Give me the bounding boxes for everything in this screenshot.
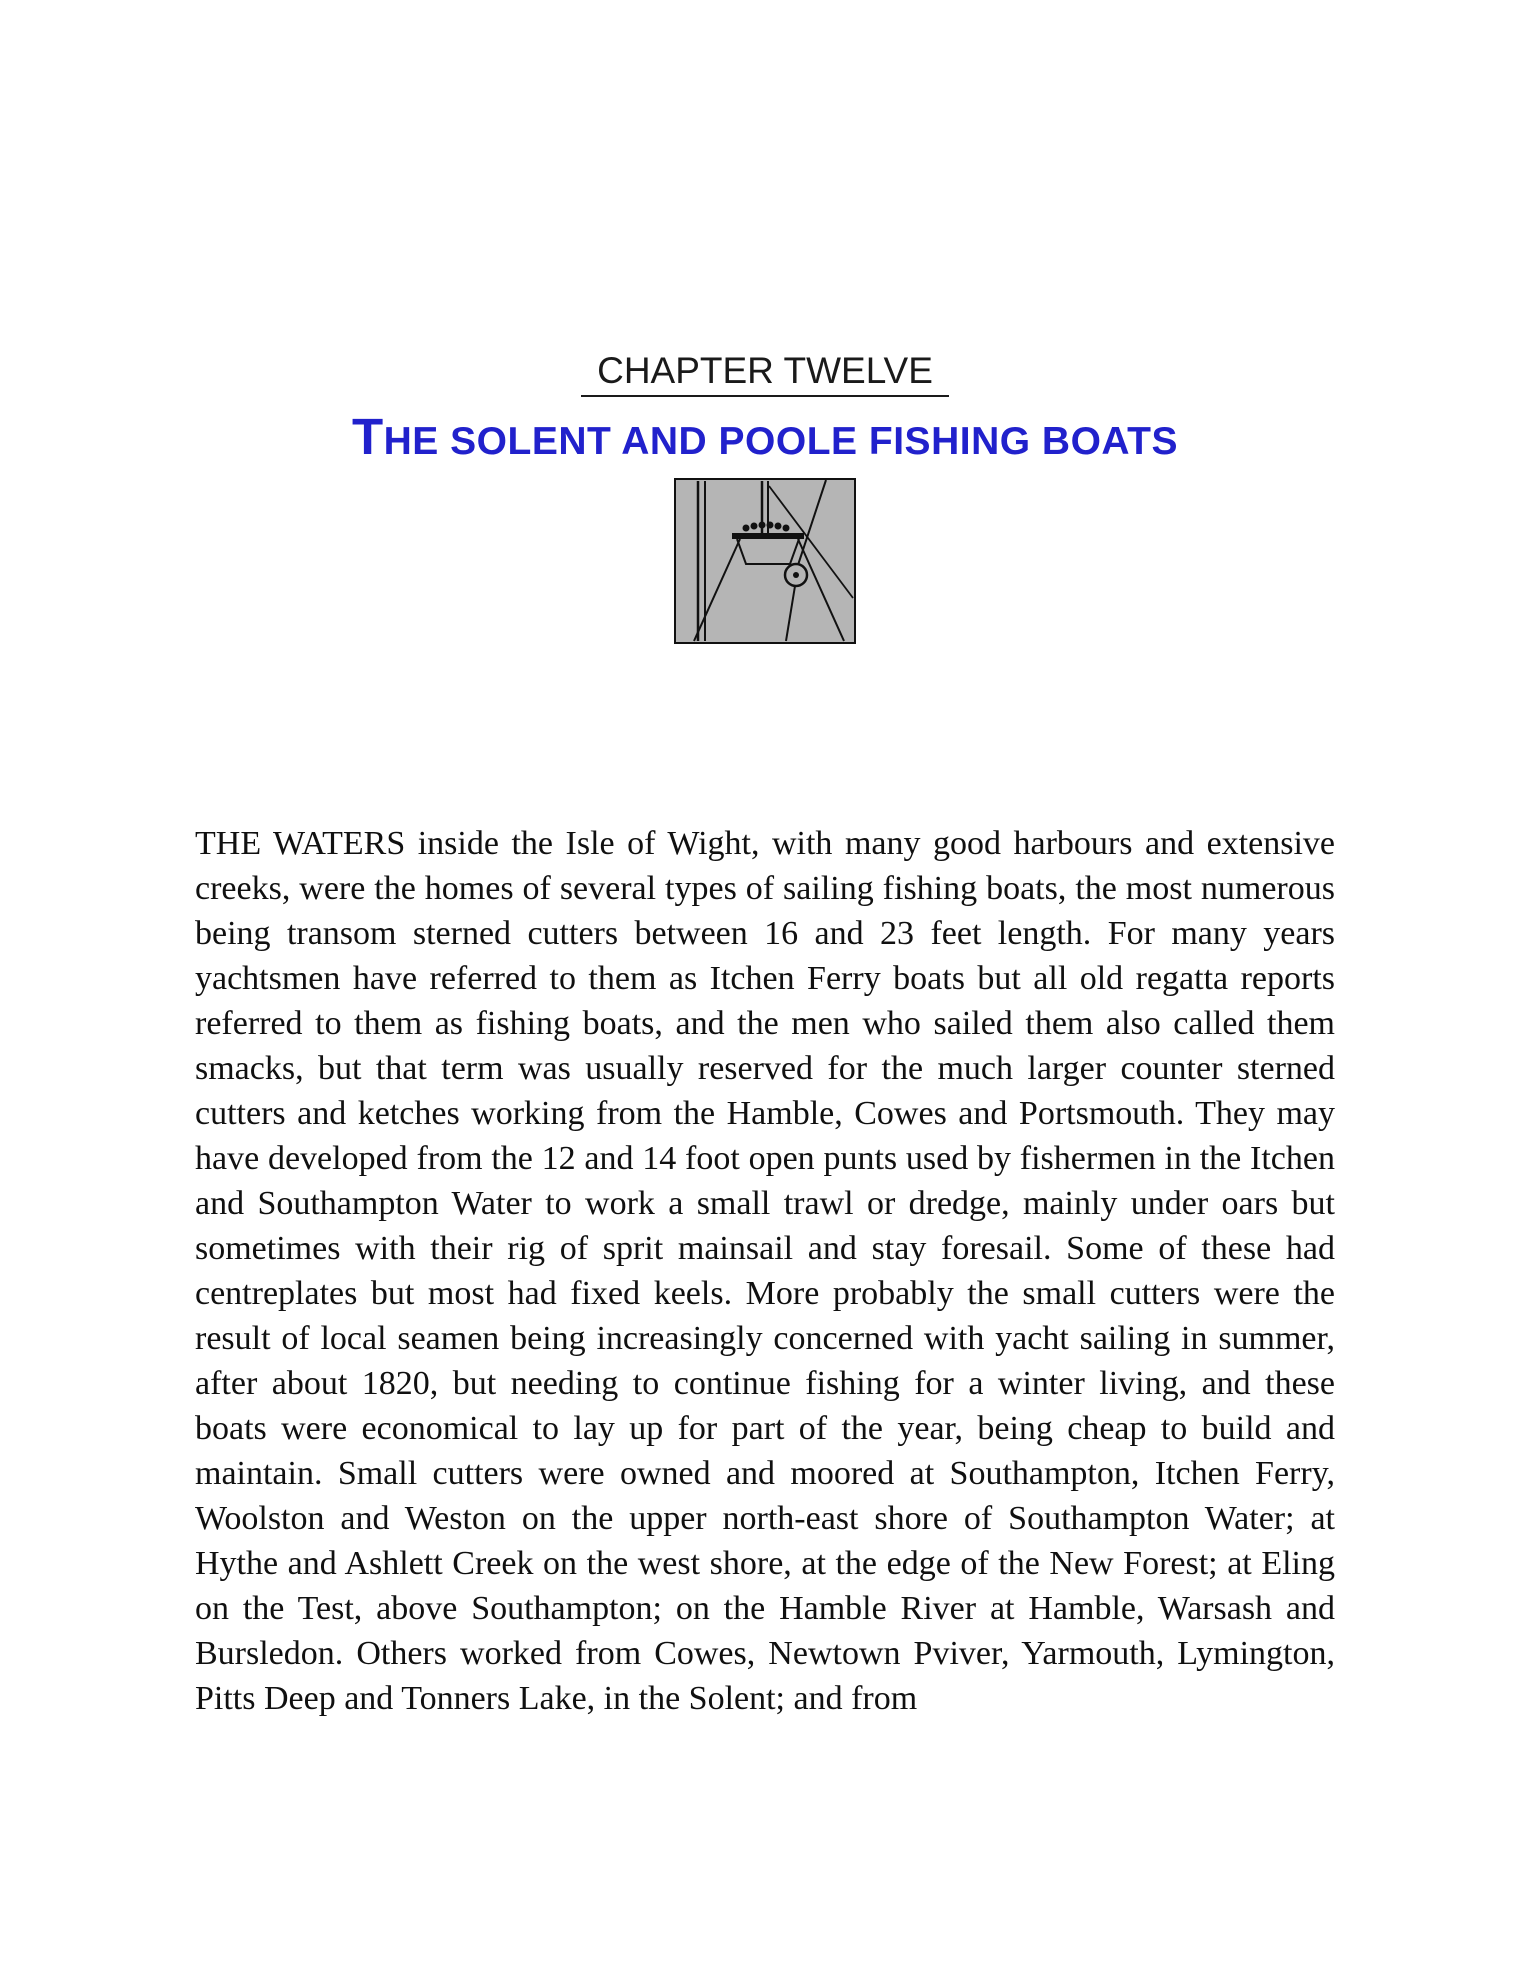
illustration-container [0, 478, 1530, 649]
page-title-text: HE SOLENT AND POOLE FISHING BOATS [383, 420, 1179, 463]
mast-rigging-illustration [674, 478, 856, 644]
chapter-heading-text: CHAPTER TWELVE [581, 350, 949, 397]
page-title-initial: T [351, 408, 384, 465]
chapter-heading [0, 350, 1530, 397]
page-title [0, 408, 1530, 465]
body-paragraph: THE WATERS inside the Isle of Wight, with many good harbours and extensive creeks, were the homes of several types of sailing fishing boats, the most numerous being transom sterned cutters between 16 and 23 feet length. For many years yachtsmen have referred to them as Itchen Ferry boats but all old regatta reports referred to them as fishing boats, and the men who sailed them also called them smacks, but that term was usually reserved for the much larger counter sterned cutters and ketches working from the Hamble, Cowes and Portsmouth. They may have developed from the 12 and 14 foot open punts used by fishermen in the Itchen and Southampton Water to work a small trawl or dredge, mainly under oars but sometimes with their rig of sprit mainsail and stay foresail. Some of these had centreplates but most had fixed keels. More probably the small cutters were the result of local seamen being increasingly concerned with yacht sailing in summer, after about 1820, but needing to continue fishing for a winter living, and these boats were economical to lay up for part of the year, being cheap to build and maintain. Small cutters were owned and moored at Southampton, Itchen Ferry, Woolston and Weston on the upper north-east shore of Southampton Water; at Hythe and Ashlett Creek on the west shore, at the edge of the New Forest; at Eling on the Test, above Southampton; on the Hamble River at Hamble, Warsash and Bursledon. Others worked from Cowes, Newtown Pviver, Yarmouth, Lymington, Pitts Deep and Tonners Lake, in the Solent; and from [195, 825, 1335, 1717]
